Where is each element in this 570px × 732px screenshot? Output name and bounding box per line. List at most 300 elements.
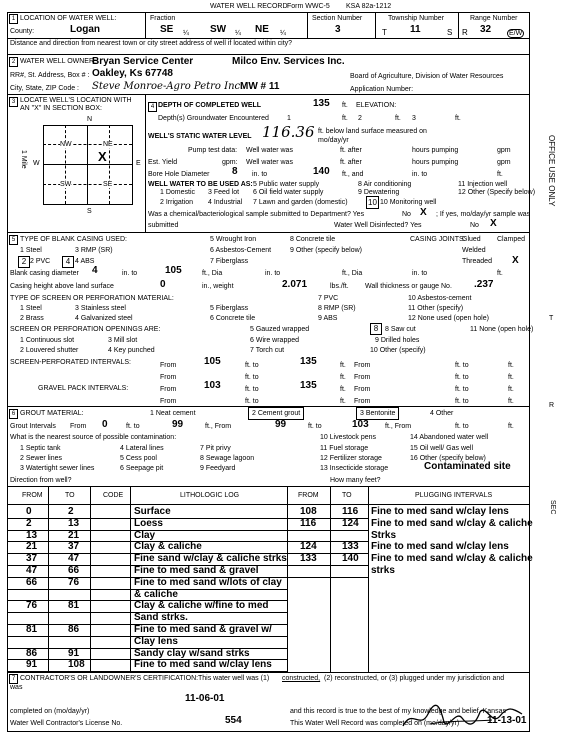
casing-in-to-3: in. to: [412, 270, 428, 277]
screen-ft-to-2: ft. to: [455, 362, 469, 369]
township-s: S: [447, 28, 453, 37]
screen-ft-to-4: ft. to: [455, 374, 469, 381]
log-from[interactable]: 47: [26, 565, 38, 576]
casing-type-label: TYPE OF BLANK CASING USED:: [20, 236, 127, 243]
depth-ft: ft.: [342, 102, 348, 109]
log-litho[interactable]: Loess: [134, 517, 163, 529]
casing-lbs-ft: lbs./ft.: [330, 283, 349, 290]
fraction-label: Fraction: [150, 15, 176, 22]
static-date-label: mo/day/yr: [318, 137, 349, 144]
nw-label: NW: [60, 141, 72, 148]
section-3-number: 3: [9, 97, 18, 107]
gravel-to[interactable]: 135: [300, 380, 317, 391]
casing-steel[interactable]: 1 Steel: [20, 247, 42, 254]
owner-company[interactable]: Milco Env. Services Inc.: [232, 56, 345, 67]
mw-value[interactable]: MW # 11: [240, 81, 280, 92]
log-from[interactable]: 91: [26, 659, 38, 671]
casing-height-label: Casing height above land surface: [10, 283, 114, 290]
log-litho[interactable]: & caliche: [134, 588, 178, 600]
screen-none[interactable]: 12 None used (open hole): [408, 315, 489, 322]
log-from[interactable]: 81: [26, 624, 38, 635]
use-feedlot[interactable]: 3 Feed lot: [208, 189, 240, 196]
log-header-to: TO: [65, 492, 75, 499]
use-oilfield[interactable]: 6 Oil field water supply: [253, 189, 324, 196]
screen-fiberglass[interactable]: 5 Fiberglass: [210, 305, 249, 312]
plug-to[interactable]: 116: [342, 506, 359, 517]
screen-ft-2: ft.: [508, 362, 514, 369]
board-label: Board of Agriculture, Division of Water Resources: [350, 73, 504, 80]
contam-feedyard[interactable]: 9 Feedyard: [200, 465, 236, 472]
casing-ft-dia-2: ft., Dia: [342, 270, 363, 277]
casing-pvc[interactable]: 2 PVC: [30, 258, 51, 265]
contam-cess[interactable]: 5 Cess pool: [120, 455, 157, 462]
log-to[interactable]: 108: [68, 659, 85, 671]
use-public[interactable]: 5 Public water supply: [253, 181, 320, 188]
form-title: WATER WELL RECORD: [210, 3, 288, 10]
yield-hours: hours pumping: [412, 159, 459, 166]
owner-label: WATER WELL OWNER:: [20, 58, 96, 65]
grout-ft-to: ft. to: [126, 423, 140, 430]
range-value[interactable]: 32: [480, 24, 492, 35]
plug-row-divider: [287, 565, 368, 566]
casing-rmp[interactable]: 3 RMP (SR): [75, 247, 113, 254]
locate-label-2: AN "X" IN SECTION BOX:: [20, 105, 102, 112]
bore-ft-and: ft., and: [342, 171, 364, 178]
openings-label: SCREEN OR PERFORATION OPENINGS ARE:: [10, 326, 161, 333]
gravel-ft: ft.: [340, 386, 346, 393]
grout-to-1[interactable]: 99: [172, 419, 184, 430]
log-litho[interactable]: Sand strks.: [134, 612, 188, 624]
how-many-feet-label: How many feet?: [330, 477, 381, 484]
pump-hours: hours pumping: [412, 147, 459, 154]
joints-label: CASING JOINTS:: [410, 236, 466, 243]
static-below-label: ft. below land surface measured on: [318, 128, 427, 135]
plug-text[interactable]: Fine to med sand w/clay lens: [371, 541, 509, 553]
joints-glued[interactable]: Glued: [462, 236, 481, 243]
wall-thickness[interactable]: .237: [474, 279, 494, 290]
chem-no-mark[interactable]: X: [420, 207, 427, 218]
grout-label: GROUT MATERIAL:: [20, 410, 84, 417]
fraction-q1[interactable]: SE: [160, 24, 174, 35]
section-4-number: 4: [148, 102, 157, 112]
casing-diameter-label: Blank casing diameter: [10, 270, 79, 277]
log-litho[interactable]: Clay lens: [134, 635, 178, 647]
casing-diameter[interactable]: 4: [92, 265, 98, 276]
sw-label: SW: [60, 181, 72, 188]
county-label: County:: [10, 28, 35, 35]
log-from[interactable]: 2: [26, 517, 32, 529]
log-to[interactable]: 2: [68, 506, 74, 517]
gw2-number: 2: [358, 115, 362, 122]
gw3-number: 3: [412, 115, 416, 122]
plug-from[interactable]: 116: [300, 517, 317, 529]
se-label: SE: [103, 181, 113, 188]
log-from[interactable]: 13: [26, 529, 38, 541]
opening-other[interactable]: 10 Other (specify): [370, 347, 426, 354]
record-date[interactable]: 11-13-01: [487, 715, 527, 726]
office-use-label: OFFICE USE ONLY: [547, 135, 556, 207]
screen-from-label-4: From: [354, 374, 371, 381]
yield-gpm: gpm:: [222, 159, 238, 166]
log-litho[interactable]: Clay & caliche w/fine to med: [134, 600, 269, 612]
plug-text[interactable]: Fine to med sand w/clay lens: [371, 506, 509, 517]
location-label: LOCATION OF WATER WELL:: [20, 15, 117, 22]
screen-intervals-label: SCREEN-PERFORATED INTERVALS:: [10, 359, 131, 366]
log-to[interactable]: 13: [68, 517, 80, 529]
joints-threaded[interactable]: Threaded: [462, 258, 492, 265]
gravel-from-label: From: [160, 386, 177, 393]
section-6-number: 6: [9, 409, 18, 419]
gravel-ft-to-4: ft. to: [455, 398, 469, 405]
contam-pit[interactable]: 7 Pit privy: [200, 445, 231, 452]
casing-in-to: in. to: [122, 270, 138, 277]
wall-label: Wall thickness or gauge No.: [365, 283, 452, 290]
east-label: E: [136, 160, 141, 167]
casing-pvc-box: 2: [18, 256, 30, 268]
location-mark: X: [98, 149, 107, 164]
log-litho[interactable]: Fine to med sand & gravel: [134, 565, 259, 576]
grout-ft-from-2: ft., From: [385, 423, 412, 430]
ksa-reference: KSA 82a-1212: [346, 3, 392, 10]
casing-abs[interactable]: 4 ABS: [75, 258, 95, 265]
log-from[interactable]: 37: [26, 553, 38, 565]
bore-in-to-2: in. to: [412, 171, 428, 178]
range-ew: E/W: [509, 30, 523, 37]
grout-from-label: From: [70, 423, 87, 430]
cert-true-text: and this record is true to the best of my knowledge and belief. Kansas: [290, 708, 506, 715]
log-header-litho: LITHOLOGIC LOG: [180, 492, 240, 499]
grout-neat[interactable]: 1 Neat cement: [150, 410, 196, 417]
bore-diameter[interactable]: 8: [232, 166, 238, 177]
plug-from[interactable]: 108: [300, 506, 317, 517]
screen-from-label: From: [160, 362, 177, 369]
contam-fertilizer[interactable]: 12 Fertilizer storage: [320, 455, 382, 462]
yield-ft-after: ft. after: [340, 159, 362, 166]
plug-text[interactable]: Strks: [371, 529, 397, 541]
casing-ft-3: ft.: [497, 270, 503, 277]
contam-abandoned[interactable]: 14 Abandoned water well: [410, 434, 489, 441]
county-value[interactable]: Logan: [70, 24, 100, 35]
pump-gpm: gpm: [497, 147, 511, 154]
casing-wrought[interactable]: 5 Wrought Iron: [210, 236, 257, 243]
grout-intervals-label: Grout Intervals: [10, 423, 56, 430]
gravel-from[interactable]: 103: [204, 380, 221, 391]
contam-watertight[interactable]: 3 Watertight sewer lines: [20, 465, 95, 472]
gw2-ft: ft.: [395, 115, 401, 122]
quarter-symbol: ¼: [280, 30, 286, 37]
township-value[interactable]: 11: [410, 24, 421, 35]
static-level-label: WELL'S STATIC WATER LEVEL: [148, 133, 252, 140]
screen-steel[interactable]: 1 Steel: [20, 305, 42, 312]
application-label: Application Number:: [350, 86, 414, 93]
quarter-symbol: ¼: [235, 30, 241, 37]
screen-rmp[interactable]: 8 RMP (SR): [318, 305, 356, 312]
bore-depth[interactable]: 140: [313, 166, 330, 177]
log-header-from: FROM: [22, 492, 43, 499]
use-lawn[interactable]: 7 Lawn and garden (domestic): [253, 199, 348, 206]
use-domestic[interactable]: 1 Domestic: [160, 189, 196, 196]
section-number-label: Section Number: [312, 15, 363, 22]
gravel-ft-2: ft.: [508, 386, 514, 393]
contam-insecticide[interactable]: 13 Insecticide storage: [320, 465, 389, 472]
contam-seepage[interactable]: 6 Seepage pit: [120, 465, 164, 472]
contam-lagoon[interactable]: 8 Sewage lagoon: [200, 455, 255, 462]
contam-septic[interactable]: 1 Septic tank: [20, 445, 61, 452]
contam-fuel[interactable]: 11 Fuel storage: [320, 445, 369, 452]
log-from[interactable]: 86: [26, 647, 38, 659]
screen-concrete[interactable]: 6 Concrete tile: [210, 315, 256, 322]
disinfected-mark[interactable]: X: [490, 218, 497, 229]
mile-label: 1 Mile: [20, 150, 27, 169]
side-r: R: [549, 402, 555, 409]
grout-from-2[interactable]: 99: [275, 419, 287, 430]
city-value[interactable]: Steve Monroe-Agro Petro Inc.: [92, 81, 244, 92]
plug-row-divider: [287, 577, 368, 578]
plug-text[interactable]: strks: [371, 565, 395, 576]
depth-value[interactable]: 135: [313, 98, 330, 109]
casing-depth[interactable]: 105: [165, 265, 182, 276]
section-2-number: 2: [9, 57, 18, 67]
cert-label: CONTRACTOR'S OR LANDOWNER'S CERTIFICATION:: [20, 675, 199, 682]
record-label: This Water Well Record was completed on (mo/day/yr): [290, 720, 460, 727]
opening-key[interactable]: 4 Key punched: [108, 347, 155, 354]
gravel-from-label-4: From: [354, 398, 371, 405]
grout-to-2[interactable]: 103: [352, 419, 369, 430]
groundwater-label: Depth(s) Groundwater Encountered: [158, 115, 269, 122]
gravel-ft-3: ft.: [340, 398, 346, 405]
joints-threaded-mark: X: [512, 255, 519, 266]
plug-from[interactable]: 124: [300, 541, 317, 553]
screen-ft-4: ft.: [508, 374, 514, 381]
cert-text: This water well was (1): [198, 675, 270, 682]
section-grid[interactable]: [43, 125, 133, 205]
completed-label: completed on (mo/day/yr): [10, 708, 90, 715]
casing-weight-label: in., weight: [202, 283, 234, 290]
log-to[interactable]: 86: [68, 624, 80, 635]
cert-constructed: constructed,: [282, 675, 321, 682]
contamination-label: What is the nearest source of possible contamination:: [10, 434, 177, 441]
screen-asbestos[interactable]: 10 Asbestos-cement: [408, 295, 472, 302]
disinfected-no: No: [470, 222, 479, 229]
signature: [400, 700, 525, 732]
opening-continuous[interactable]: 1 Continuous slot: [20, 337, 75, 344]
joints-clamped[interactable]: Clamped: [497, 236, 526, 243]
license-number[interactable]: 554: [225, 715, 242, 726]
contam-lateral[interactable]: 4 Lateral lines: [120, 445, 164, 452]
ne-label: NE: [103, 141, 113, 148]
screen-from[interactable]: 105: [204, 356, 221, 367]
contam-sewer[interactable]: 2 Sewer lines: [20, 455, 63, 462]
log-litho[interactable]: Fine to med sand w/lots of clay: [134, 576, 282, 588]
use-dewatering[interactable]: 9 Dewatering: [358, 189, 400, 196]
grout-bentonite[interactable]: 3 Bentonite: [356, 407, 399, 420]
screen-from-label-3: From: [160, 374, 177, 381]
section-5-number: 5: [9, 235, 18, 245]
pump-test-label: Pump test data:: [188, 147, 238, 154]
log-from[interactable]: 66: [26, 576, 38, 588]
contam-livestock[interactable]: 10 Livestock pens: [320, 434, 377, 441]
opening-gauzed[interactable]: 5 Gauzed wrapped: [250, 326, 310, 333]
log-to[interactable]: 76: [68, 576, 80, 588]
log-to[interactable]: 37: [68, 541, 80, 553]
gw1-number: 1: [287, 115, 291, 122]
casing-height[interactable]: 0: [160, 279, 166, 290]
plug-text[interactable]: Fine to med sand w/clay & caliche: [371, 553, 533, 565]
screen-ft: ft.: [340, 362, 346, 369]
log-to[interactable]: 91: [68, 647, 80, 659]
screen-other[interactable]: 11 Other (specify): [408, 305, 464, 312]
log-to[interactable]: 47: [68, 553, 80, 565]
log-to[interactable]: 81: [68, 600, 80, 612]
form-number: Form WWC-5: [287, 3, 330, 10]
pump-ft-after: ft. after: [340, 147, 362, 154]
chem-sample-question: Was a chemical/bacteriological sample submitted to Department? Yes: [148, 211, 365, 218]
casing-fiberglass[interactable]: 7 Fiberglass: [210, 258, 249, 265]
screen-brass[interactable]: 2 Brass: [20, 315, 44, 322]
plug-to[interactable]: 140: [342, 553, 359, 565]
grout-cement[interactable]: 2 Cement grout: [248, 407, 304, 420]
address-value[interactable]: Oakley, Ks 67748: [92, 68, 173, 79]
completed-date[interactable]: 11-06-01: [185, 693, 225, 704]
section-1-number: 1: [9, 14, 18, 24]
casing-other[interactable]: 9 Other (specify below): [290, 247, 362, 254]
owner-name[interactable]: Bryan Service Center: [92, 56, 194, 67]
screen-type-label: TYPE OF SCREEN OR PERFORATION MATERIAL:: [10, 295, 174, 302]
yield-label: Est. Yield: [148, 159, 178, 166]
screen-pvc[interactable]: 7 PVC: [318, 295, 339, 302]
bore-label: Bore Hole Diameter: [148, 171, 210, 178]
elevation-label: ELEVATION:: [356, 102, 397, 109]
screen-from-label-2: From: [354, 362, 371, 369]
log-litho[interactable]: Fine to med sand w/clay lens: [134, 659, 272, 671]
log-header-code: CODE: [103, 492, 124, 499]
log-litho[interactable]: Fine to med sand & gravel w/: [134, 624, 272, 635]
plug-row-divider: [287, 530, 368, 531]
plug-text[interactable]: Fine to med sand w/clay & caliche: [371, 517, 533, 529]
contam-oil-gas[interactable]: 15 Oil well/ Gas well: [410, 445, 474, 452]
log-litho[interactable]: Surface: [134, 506, 171, 517]
use-irrigation[interactable]: 2 Irrigation: [160, 199, 194, 206]
grout-ft: ft.: [508, 423, 514, 430]
screen-abs[interactable]: 9 ABS: [318, 315, 338, 322]
license-label: Water Well Contractor's License No.: [10, 720, 123, 727]
casing-asbestos[interactable]: 6 Asbestos-Cement: [210, 247, 272, 254]
log-to[interactable]: 21: [68, 529, 80, 541]
use-injection[interactable]: 11 Injection well: [458, 181, 508, 188]
township-t: T: [382, 28, 387, 37]
static-level-value[interactable]: 116.36: [262, 123, 315, 141]
use-other[interactable]: 12 Other (Specify below): [458, 189, 536, 196]
pump-well-water: Well water was: [246, 147, 293, 154]
screen-to[interactable]: 135: [300, 356, 317, 367]
opening-mill[interactable]: 3 Mill slot: [108, 337, 138, 344]
log-from[interactable]: 0: [26, 506, 32, 517]
opening-sawcut[interactable]: 8 Saw cut: [385, 326, 416, 333]
fraction-q2[interactable]: SW: [210, 24, 227, 35]
screen-stainless[interactable]: 3 Stainless steel: [75, 305, 126, 312]
plug-header-from: FROM: [298, 492, 319, 499]
plug-to[interactable]: 133: [342, 541, 359, 553]
use-air[interactable]: 8 Air conditioning: [358, 181, 412, 188]
opening-drilled[interactable]: 9 Drilled holes: [375, 337, 420, 344]
screen-galvanized[interactable]: 4 Galvanized steel: [75, 315, 133, 322]
grout-ft-to-3: ft. to: [455, 423, 469, 430]
screen-ft-3: ft.: [340, 374, 346, 381]
chem-no: No: [402, 211, 411, 218]
log-litho[interactable]: Sandy clay w/sand strks: [134, 647, 250, 659]
gravel-from-label-2: From: [354, 386, 371, 393]
plug-header-intervals: PLUGGING INTERVALS: [415, 492, 493, 499]
grout-ft-to-2: ft. to: [308, 423, 322, 430]
fraction-q3[interactable]: NE: [255, 24, 269, 35]
bore-ft-2: ft.: [497, 171, 503, 178]
joints-welded[interactable]: Welded: [462, 247, 486, 254]
direction-label: Direction from well?: [10, 477, 72, 484]
grout-other[interactable]: 4 Other: [430, 410, 454, 417]
contam-other[interactable]: 16 Other (specify below): [410, 455, 486, 462]
log-litho[interactable]: Fine sand w/clay & caliche strks: [134, 553, 287, 565]
gw3-ft: ft.: [455, 115, 461, 122]
log-litho[interactable]: Clay: [134, 529, 156, 541]
opening-torch[interactable]: 7 Torch cut: [250, 347, 285, 354]
yield-gpm-unit: gpm: [497, 159, 511, 166]
yield-well-water: Well water was: [246, 159, 293, 166]
chem-submitted: submitted: [148, 222, 179, 229]
cert-rest: (2) reconstructed, or (3) plugged under my jurisdiction and: [324, 675, 505, 682]
section-7-number: 7: [9, 674, 18, 684]
gravel-ft-4: ft.: [508, 398, 514, 405]
side-t: T: [549, 315, 554, 322]
chem-if-yes: ; If yes, mo/day/yr sample was: [436, 211, 531, 218]
opening-none[interactable]: 11 None (open hole): [470, 326, 534, 333]
screen-ft-to-3: ft. to: [245, 374, 259, 381]
casing-weight[interactable]: 2.071: [282, 279, 308, 290]
use-label: WELL WATER TO BE USED AS:: [148, 181, 253, 188]
grout-from-1[interactable]: 0: [102, 419, 108, 430]
gw1-ft: ft.: [342, 115, 348, 122]
casing-abs-box: 4: [62, 256, 74, 268]
use-monitoring[interactable]: 10 Monitoring well: [380, 199, 437, 206]
disinfected-label: Water Well Disinfected? Yes: [334, 222, 422, 229]
bore-in-to: in. to: [252, 171, 268, 178]
gravel-from-label-3: From: [160, 398, 177, 405]
casing-ft-dia: ft., Dia: [202, 270, 223, 277]
log-litho[interactable]: Clay & caliche: [134, 541, 202, 553]
log-from[interactable]: 21: [26, 541, 38, 553]
log-from[interactable]: 76: [26, 600, 38, 612]
city-label: City, State, ZIP Code :: [10, 85, 79, 92]
gravel-ft-to-2: ft. to: [455, 386, 469, 393]
plug-header-to: TO: [342, 492, 352, 499]
use-industrial[interactable]: 4 Industrial: [208, 199, 243, 206]
township-label: Township Number: [388, 15, 445, 22]
side-sec: SEC: [549, 500, 556, 515]
plug-to[interactable]: 124: [342, 517, 359, 529]
contamination-value[interactable]: Contaminated site: [424, 461, 511, 472]
south-label: S: [87, 208, 92, 215]
depth-label: DEPTH OF COMPLETED WELL: [158, 102, 262, 109]
opening-wire[interactable]: 6 Wire wrapped: [250, 337, 300, 344]
gravel-ft-to-3: ft. to: [245, 398, 259, 405]
grout-ft-from: ft., From: [205, 423, 232, 430]
section-number-value[interactable]: 3: [335, 24, 341, 35]
log-to[interactable]: 66: [68, 565, 80, 576]
range-label: Range Number: [470, 15, 518, 22]
range-r: R: [462, 28, 468, 37]
casing-concrete[interactable]: 8 Concrete tile: [290, 236, 336, 243]
plug-from[interactable]: 133: [300, 553, 317, 565]
opening-louvered[interactable]: 2 Louvered shutter: [20, 347, 79, 354]
